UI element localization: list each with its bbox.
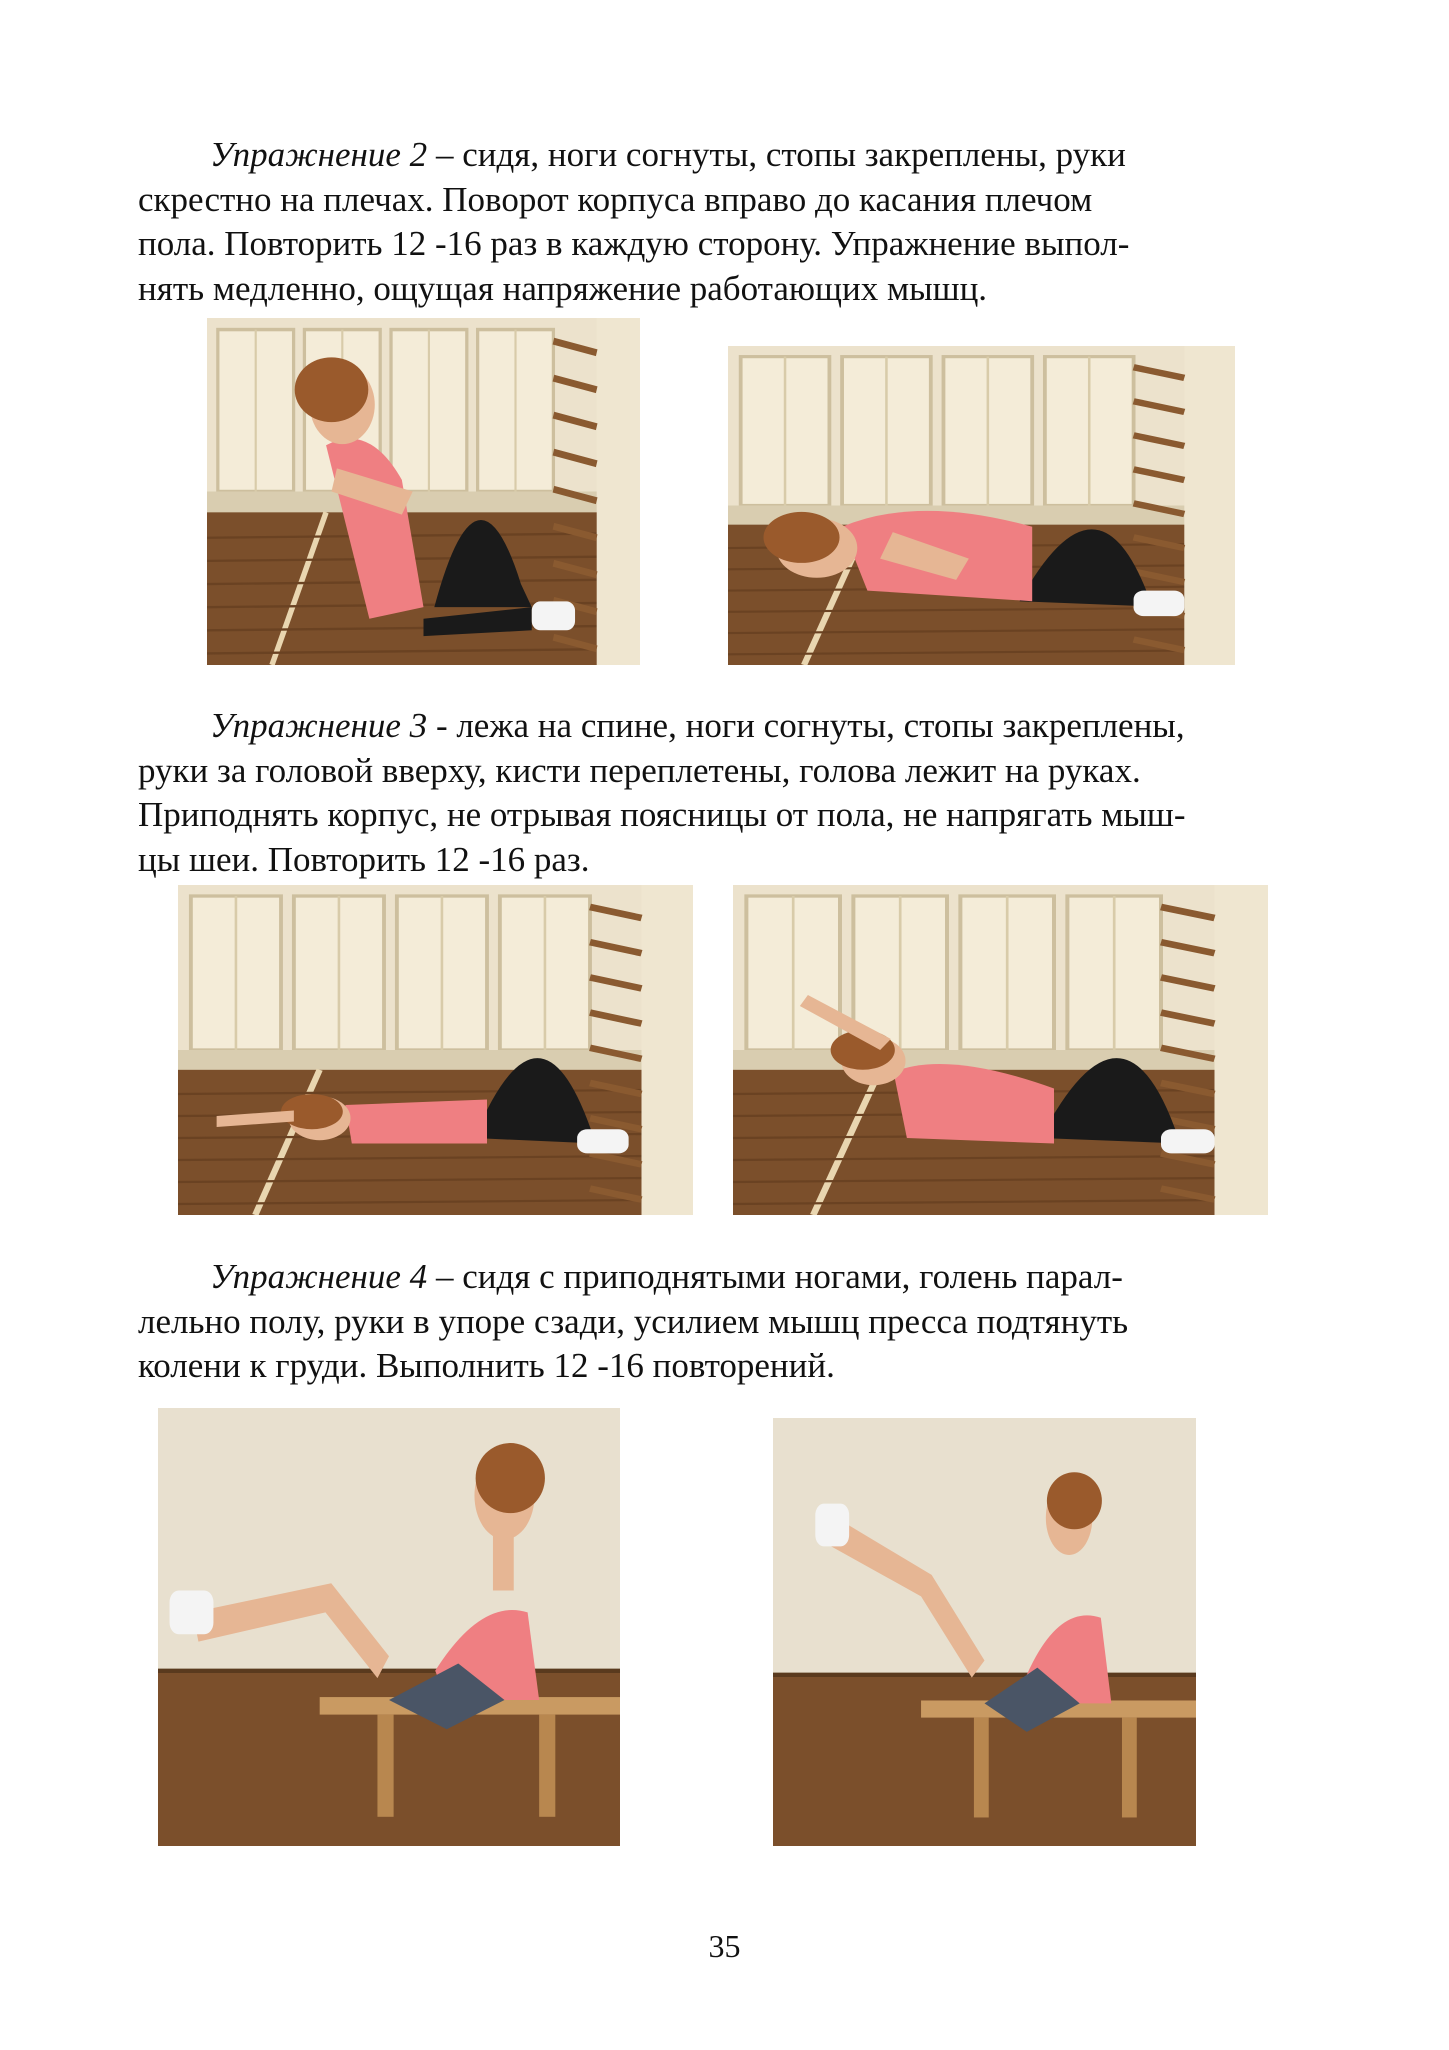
exercise-3-line-3: Приподнять корпус, не отрывая поясницы от пола, не напрягать мыш- — [138, 795, 1186, 834]
exercise-2-line-1: Упражнение 2 – сидя, ноги согнуты, стопы закреплены, руки — [210, 135, 1126, 174]
exercise-4-line-1: Упражнение 4 – сидя с приподнятыми ногами, голень парал- — [210, 1257, 1123, 1296]
exercise-4-text — [138, 1255, 1286, 1389]
photo-exercise-4-knees-to-chest-on-bench — [773, 1418, 1196, 1846]
exercise-4-title: Упражнение 4 — [210, 1257, 428, 1296]
exercise-3-line-2: руки за головой вверху, кисти переплетены, голова лежит на руках. — [138, 750, 1141, 790]
exercise-2-text — [138, 133, 1286, 311]
exercise-2-line-3: пола. Повторить 12 -16 раз в каждую сторону. Упражнение выпол- — [138, 224, 1130, 263]
page-number: 35 — [708, 1928, 741, 1964]
exercise-3-line-1: Упражнение 3 - лежа на спине, ноги согнуты, стопы закреплены, — [210, 706, 1185, 745]
exercise-2-line-2: скрестно на плечах. Поворот корпуса вправо до касания плечом — [138, 179, 1093, 219]
photo-exercise-2-twist-shoulder-to-floor — [728, 346, 1235, 665]
photo-exercise-3-lying-arms-overhead — [178, 885, 693, 1215]
exercise-4-line-2: лельно полу, руки в упоре сзади, усилием мышц пресса подтянуть — [138, 1301, 1129, 1341]
exercise-4-line-3: колени к груди. Выполнить 12 -16 повторений. — [138, 1346, 835, 1385]
exercise-3-title: Упражнение 3 — [210, 706, 428, 745]
photo-exercise-2-seated-arms-crossed — [207, 318, 640, 665]
exercise-3-text — [138, 704, 1286, 882]
exercise-3-line-4: цы шеи. Повторить 12 -16 раз. — [138, 839, 590, 879]
photo-exercise-4-legs-extended-on-bench — [158, 1408, 620, 1846]
exercise-2-line-4: нять медленно, ощущая напряжение работающих мышц. — [138, 268, 988, 308]
photo-exercise-3-torso-raised — [733, 885, 1268, 1215]
exercise-2-title: Упражнение 2 — [210, 135, 428, 174]
